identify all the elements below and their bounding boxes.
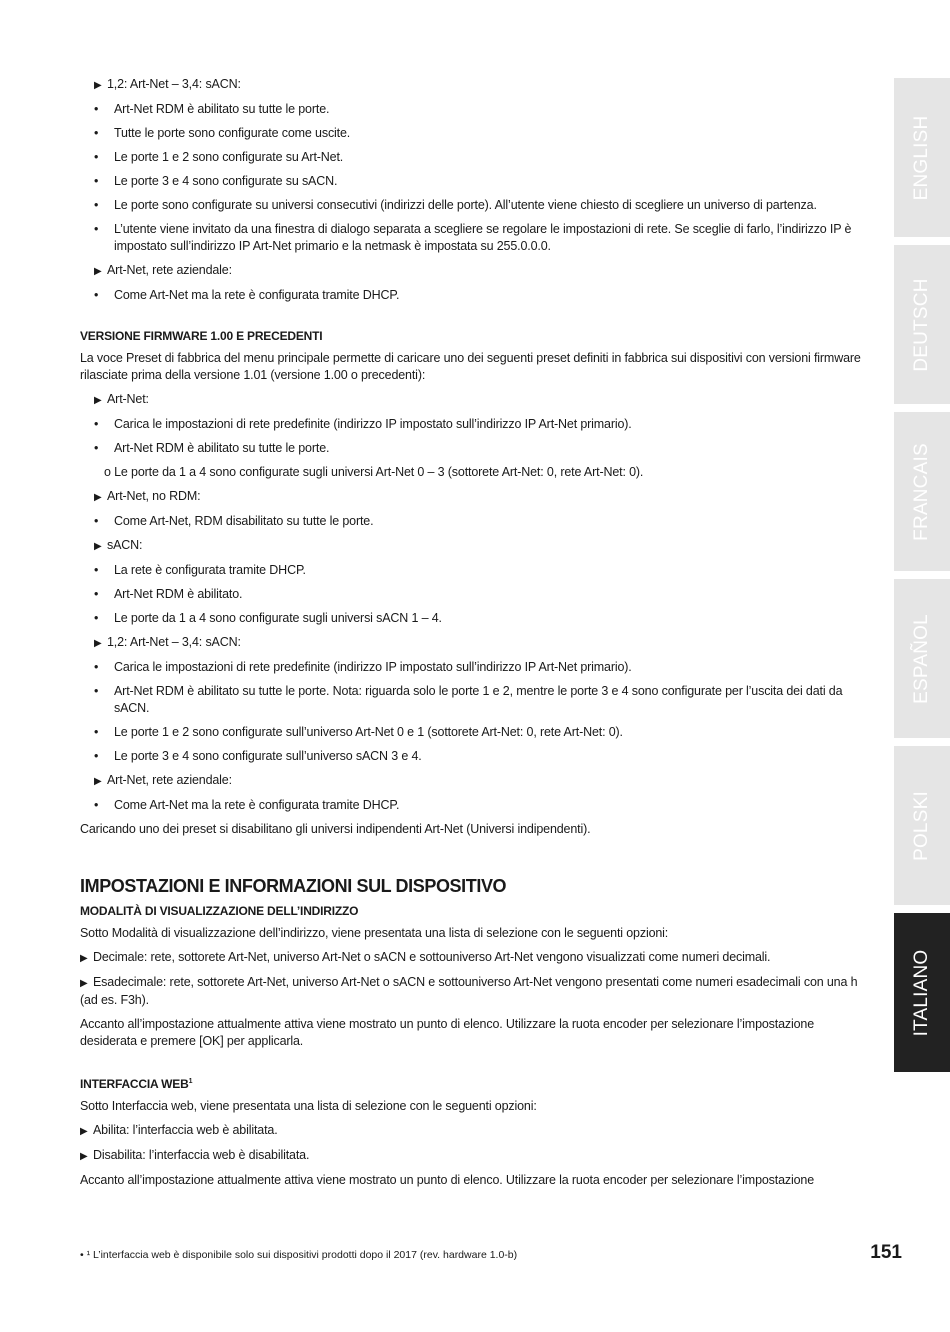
list-item: ▶ 1,2: Art-Net – 3,4: sACN:	[80, 76, 870, 94]
language-tabs	[894, 78, 950, 1080]
bullet-icon: •	[94, 150, 99, 164]
list-item: • La rete è configurata tramite DHCP.	[94, 563, 306, 577]
paragraph: Sotto Interfaccia web, viene presentata una lista di selezione con le seguenti opzioni:	[80, 1099, 537, 1113]
list-item: ▶ Esadecimale: rete, sottorete Art-Net, universo Art-Net o sACN e sottouniverso Art-Net vengono presentati come numeri esadecimali con una h (ad es. F3h).	[80, 975, 858, 1007]
page-number: 151	[870, 1242, 902, 1263]
bullet-icon: •	[94, 587, 99, 601]
list-item: ▶ Decimale: rete, sottorete Art-Net, universo Art-Net o sACN e sottouniverso Art-Net vengono visualizzati come numeri decimali.	[80, 949, 870, 967]
tab-italiano[interactable]: ITALIANO	[894, 913, 950, 1072]
paragraph: La voce Preset di fabbrica del menu principale permette di caricare uno dei seguenti preset definiti in fabbrica sui dispositivi con versioni firmware rilasciate prima della versione 1.01 (versione 1.00 o precedenti):	[80, 351, 861, 382]
list-item: • Come Art-Net ma la rete è configurata tramite DHCP.	[94, 288, 400, 302]
list-item: ▶ Abilita: l’interfaccia web è abilitata.	[80, 1122, 870, 1140]
triangle-bullet-icon: ▶	[94, 541, 102, 552]
triangle-bullet-icon: ▶	[94, 80, 102, 91]
list-item: • Le porte da 1 a 4 sono configurate sugli universi sACN 1 – 4.	[94, 611, 442, 625]
paragraph: Accanto all’impostazione attualmente attiva viene mostrato un punto di elenco. Utilizzare la ruota encoder per selezionare l’impostazione	[80, 1173, 815, 1187]
list-item: ▶ sACN:	[80, 537, 870, 555]
triangle-bullet-icon: ▶	[94, 638, 102, 649]
list-item: • Art-Net RDM è abilitato su tutte le porte. Nota: riguarda solo le porte 1 e 2, mentre le porte 3 e 4 sono configurate per l’uscita dei dati da sACN.	[94, 684, 843, 715]
tab-english[interactable]: ENGLISH	[894, 78, 950, 237]
bullet-icon: •	[94, 222, 99, 236]
paragraph: Accanto all’impostazione attualmente attiva viene mostrato un punto di elenco. Utilizzare la ruota encoder per selezionare l’impostazione desiderata e premere [OK] per applicarla.	[80, 1017, 815, 1048]
list-item: • Le porte 3 e 4 sono configurate sull’universo sACN 3 e 4.	[94, 749, 422, 763]
list-item: • Art-Net RDM è abilitato su tutte le porte.	[94, 441, 330, 455]
list-item: • Le porte sono configurate su universi consecutivi (indirizzi delle porte). All’utente viene chiesto di scegliere un universo di partenza.	[94, 198, 817, 212]
triangle-bullet-icon: ▶	[94, 492, 102, 503]
footnote-marker: 1	[188, 1078, 193, 1085]
tab-deutsch[interactable]: DEUTSCH	[894, 245, 950, 404]
bullet-icon: •	[94, 198, 99, 212]
paragraph: Sotto Modalità di visualizzazione dell’indirizzo, viene presentata una lista di selezione con le seguenti opzioni:	[80, 926, 669, 940]
list-item: ▶ Art-Net, rete aziendale:	[80, 772, 870, 790]
list-item: • L’utente viene invitato da una finestra di dialogo separata a scegliere se regolare le impostazioni di rete. Se sceglie di farlo, l’indirizzo IP è impostato sull’indirizzo IP Art-Net primario e la netmask è impostata su 255.0.0.0.	[94, 222, 852, 253]
bullet-icon: •	[94, 441, 99, 455]
bullet-icon: •	[94, 684, 99, 698]
triangle-bullet-icon: ▶	[94, 776, 102, 787]
triangle-bullet-icon: ▶	[94, 395, 102, 406]
list-item: • Le porte 1 e 2 sono configurate sull’universo Art-Net 0 e 1 (sottorete Art-Net: 0, rete Art-Net: 0).	[94, 725, 623, 739]
list-item: • Tutte le porte sono configurate come uscite.	[94, 126, 351, 140]
section-heading: VERSIONE FIRMWARE 1.00 E PRECEDENTI	[80, 329, 323, 343]
triangle-bullet-icon: ▶	[80, 978, 88, 989]
triangle-bullet-icon: ▶	[80, 1126, 88, 1137]
bullet-icon: •	[94, 725, 99, 739]
tab-polski[interactable]: POLSKI	[894, 746, 950, 905]
list-item: ▶ 1,2: Art-Net – 3,4: sACN:	[80, 634, 870, 652]
list-item: • Carica le impostazioni di rete predefinite (indirizzo IP impostato sull’indirizzo IP Art-Net primario).	[94, 417, 632, 431]
list-item: • Art-Net RDM è abilitato su tutte le porte.	[94, 102, 330, 116]
section-heading: MODALITÀ DI VISUALIZZAZIONE DELL’INDIRIZZO	[80, 904, 359, 918]
list-item: • Le porte 3 e 4 sono configurate su sACN.	[94, 174, 338, 188]
bullet-icon: •	[94, 563, 99, 577]
bullet-icon: •	[94, 660, 99, 674]
triangle-bullet-icon: ▶	[80, 1151, 88, 1162]
bullet-icon: •	[94, 417, 99, 431]
page-content	[80, 76, 870, 1196]
bullet-icon: •	[94, 749, 99, 763]
list-item: ▶ Art-Net:	[80, 391, 870, 409]
list-item: • Come Art-Net ma la rete è configurata tramite DHCP.	[94, 798, 400, 812]
list-item: ▶ Art-Net, no RDM:	[80, 488, 870, 506]
list-item: • Le porte 1 e 2 sono configurate su Art-Net.	[94, 150, 344, 164]
list-item: • Carica le impostazioni di rete predefinite (indirizzo IP impostato sull’indirizzo IP Art-Net primario).	[94, 660, 632, 674]
paragraph: Caricando uno dei preset si disabilitano gli universi indipendenti Art-Net (Universi indipendenti).	[80, 822, 591, 836]
triangle-bullet-icon: ▶	[94, 266, 102, 277]
bullet-icon: •	[94, 798, 99, 812]
list-item: • Art-Net RDM è abilitato.	[94, 587, 243, 601]
bullet-icon: •	[94, 174, 99, 188]
list-item: ▶ Art-Net, rete aziendale:	[80, 262, 870, 280]
list-item: ▶ Disabilita: l’interfaccia web è disabilitata.	[80, 1147, 870, 1165]
list-item: o Le porte da 1 a 4 sono configurate sugli universi Art-Net 0 – 3 (sottorete Art-Net: 0, rete Art-Net: 0).	[104, 465, 644, 479]
tab-francais[interactable]: FRANCAIS	[894, 412, 950, 571]
tab-espanol[interactable]: ESPAÑOL	[894, 579, 950, 738]
bullet-icon: •	[94, 126, 99, 140]
footnote: • ¹ L’interfaccia web è disponibile solo sui dispositivi prodotti dopo il 2017 (rev. hardware 1.0-b)	[80, 1249, 518, 1261]
page-section-title: IMPOSTAZIONI E INFORMAZIONI SUL DISPOSITIVO	[80, 876, 507, 896]
bullet-icon: •	[94, 514, 99, 528]
bullet-icon: •	[94, 611, 99, 625]
bullet-icon: •	[94, 288, 99, 302]
bullet-icon: •	[94, 102, 99, 116]
section-heading: INTERFACCIA WEB$^1$	[80, 1077, 193, 1091]
list-item: • Come Art-Net, RDM disabilitato su tutte le porte.	[94, 514, 374, 528]
triangle-bullet-icon: ▶	[80, 953, 88, 964]
